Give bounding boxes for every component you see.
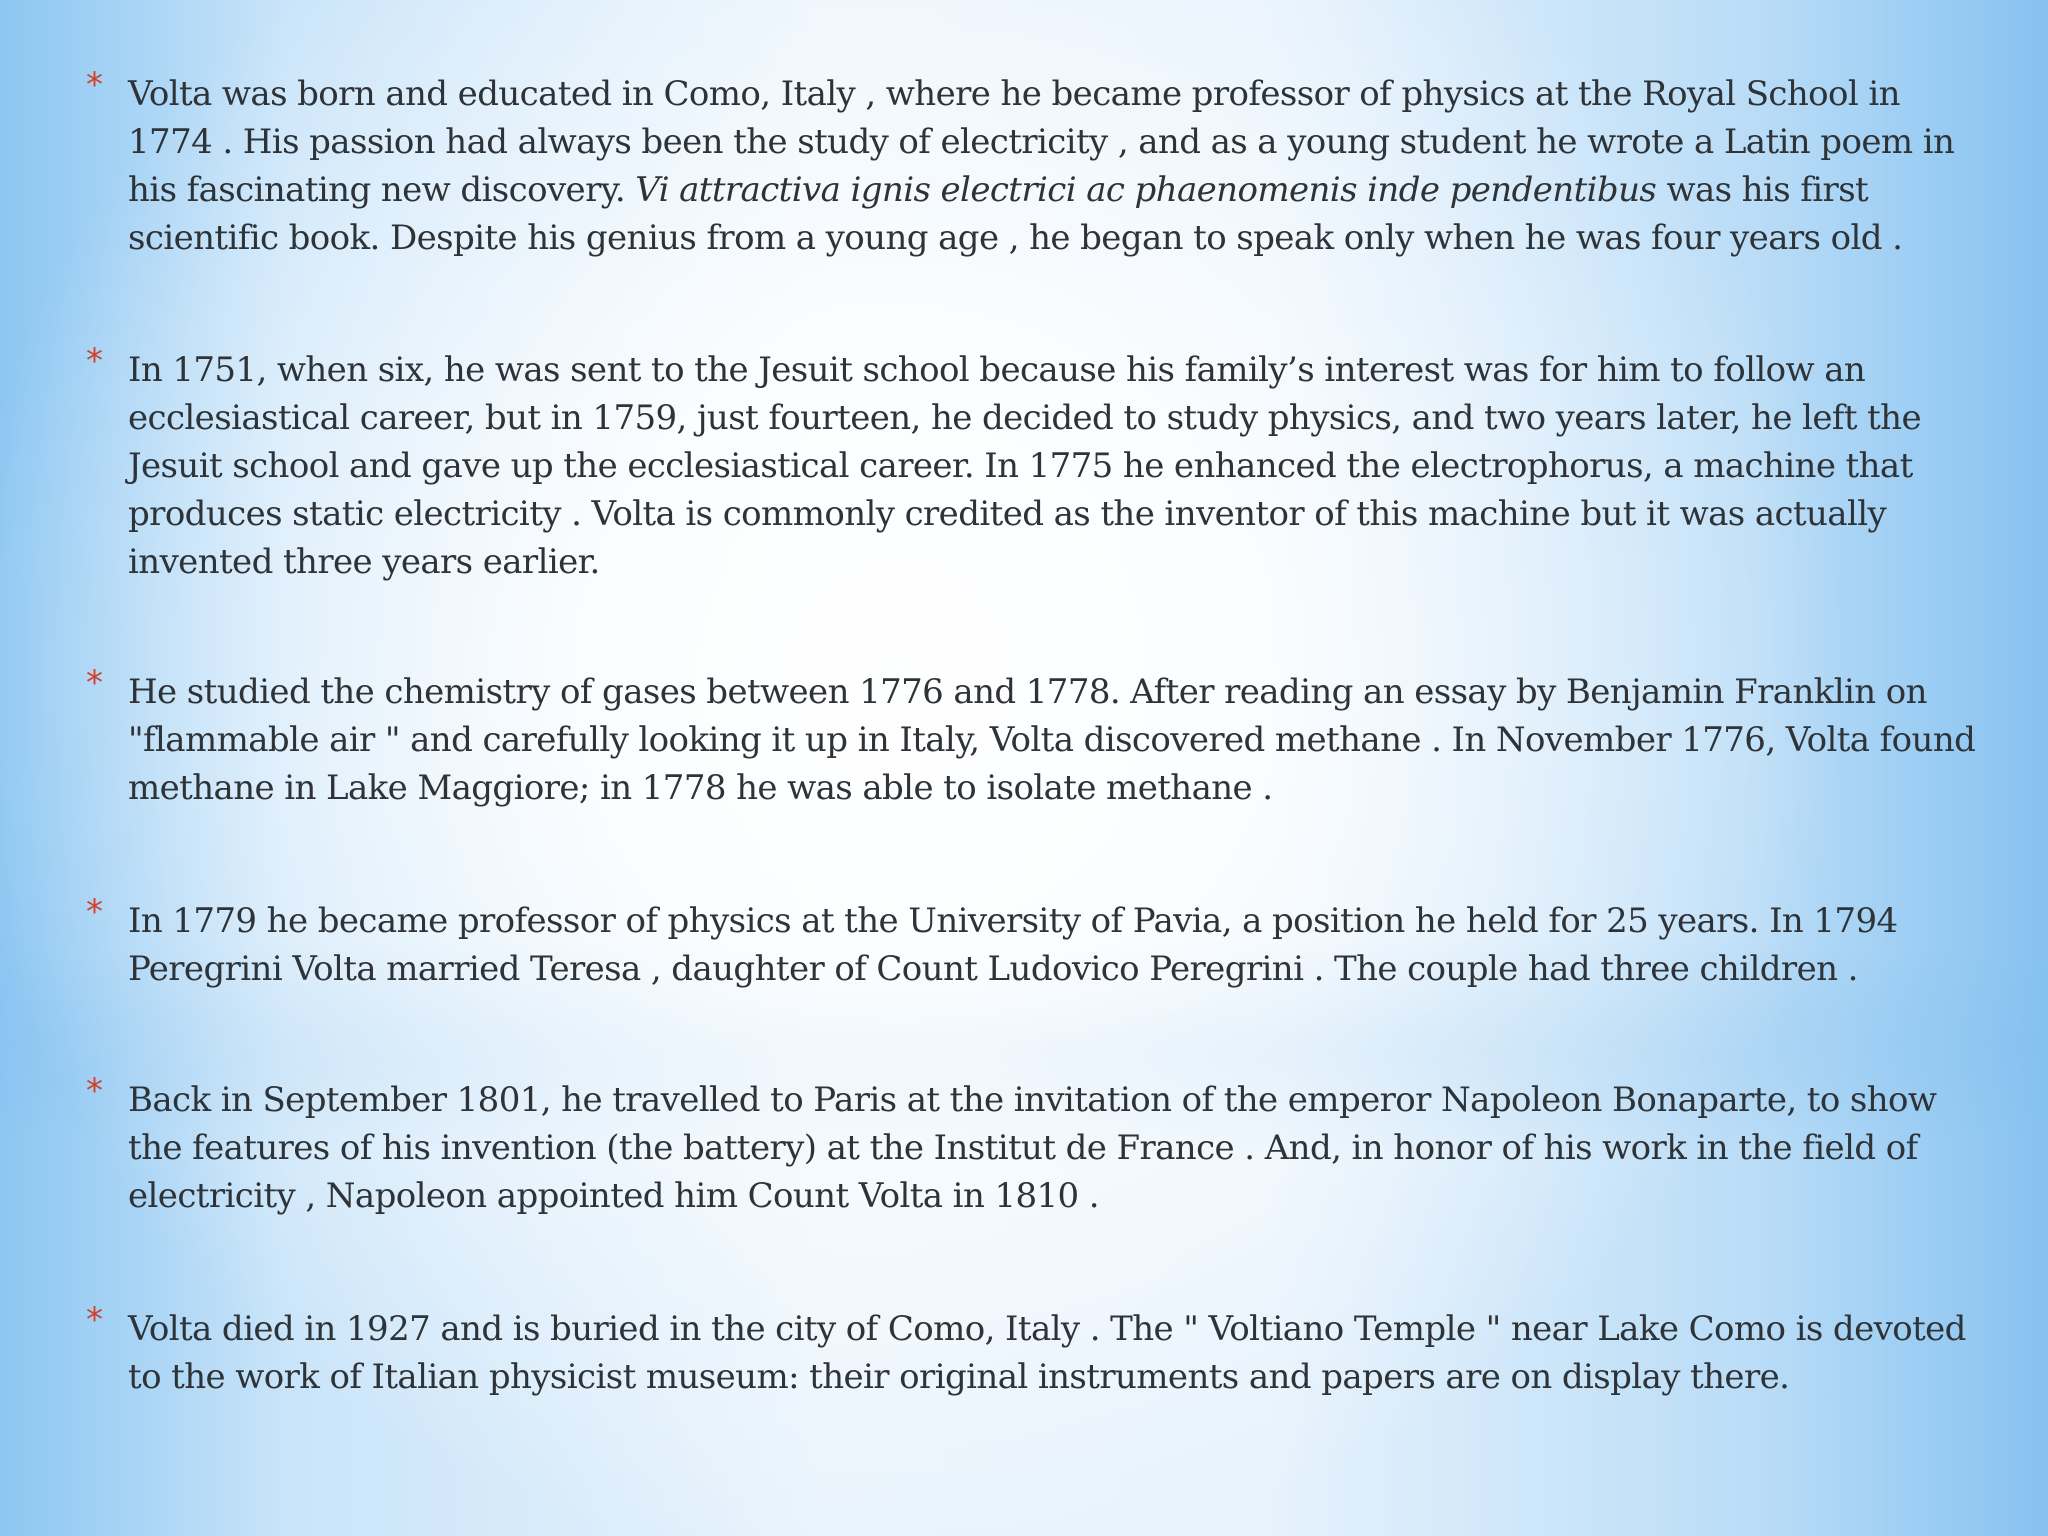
bullet-marker: * (86, 341, 103, 381)
bullet-text: In 1751, when six, he was sent to the Jesuit school because his family’s interest was for him to follow an ecclesiastical career, but in 1759, just fourteen, he decided to study physics, and two years later, he left the Jesuit school and gave up the ecclesiastical career. In 1775 he enhanced the electrophorus, a machine that produces static electricity . Volta is commonly credited as the inventor of this machine but it was actually invented three years earlier. (128, 350, 1921, 582)
bullet-text-part: Volta was born and educated in Como, Italy , where he became professor of physics at the Royal School in 1774 . His passion had always been the study of electricity , and as a young student he wrote a Latin poem in his fascinating new discovery. (128, 74, 1955, 210)
book-title: Vi attractiva ignis electrici ac phaenomenis inde pendentibus (635, 170, 1657, 210)
bullet-marker: * (86, 65, 103, 105)
bullet-text: Back in September 1801, he travelled to Paris at the invitation of the emperor Napoleon Bonaparte, to show the features of his invention (the battery) at the Institut de France . And, in honor of his work in the field of electricity , Napoleon appointed him Count Volta in 1810 . (128, 1080, 1937, 1216)
bullet-item (86, 1071, 1986, 1220)
bullet-item (86, 341, 1986, 586)
bullet-item (86, 663, 1986, 812)
bullet-item (86, 1300, 1986, 1401)
bullet-marker: * (86, 1071, 103, 1111)
bullet-marker: * (86, 1300, 103, 1340)
bullet-marker: * (86, 892, 103, 932)
bullet-item (86, 892, 1986, 993)
bullet-text (128, 70, 1986, 262)
bullet-text: Volta died in 1927 and is buried in the city of Como, Italy . The " Voltiano Temple " near Lake Como is devoted to the work of Italian physicist museum: their original instruments and papers are on display there. (128, 1309, 1966, 1397)
bullet-item (86, 65, 1986, 262)
bullet-text: He studied the chemistry of gases between 1776 and 1778. After reading an essay by Benjamin Franklin on "flammable air " and carefully looking it up in Italy, Volta discovered methane . In November 1776, Volta found methane in Lake Maggiore; in 1778 he was able to isolate methane . (128, 672, 1976, 808)
bullet-marker: * (86, 663, 103, 703)
bullet-text-part: was his first scientific book. Despite his genius from a young age , he began to speak only when he was four years old . (128, 170, 1903, 258)
bullet-text: In 1779 he became professor of physics at the University of Pavia, a position he held for 25 years. In 1794 Peregrini Volta married Teresa , daughter of Count Ludovico Peregrini . The couple had three children . (128, 901, 1898, 989)
